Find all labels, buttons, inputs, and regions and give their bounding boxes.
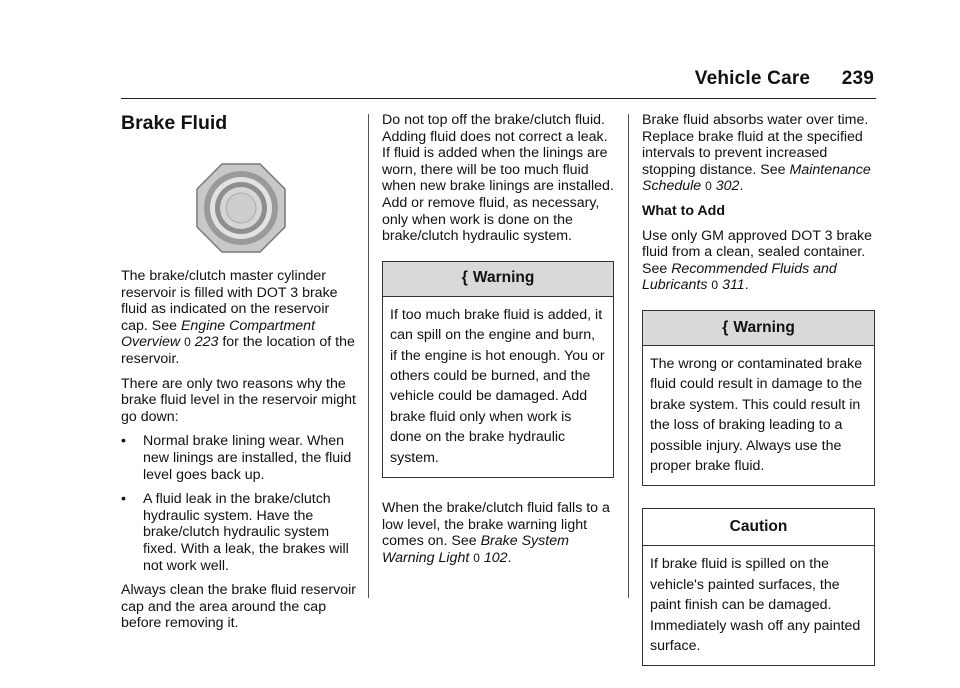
warning-box	[642, 310, 875, 486]
caution-box	[642, 508, 875, 666]
page-ref-icon: 0	[184, 335, 191, 350]
page-ref-icon: 0	[473, 550, 480, 565]
column-divider	[368, 114, 369, 598]
cleaning-paragraph: Always clean the brake fluid reservoir cap and the area around the cap before removing it.	[121, 582, 356, 632]
cross-reference-link[interactable]: Maintenance Schedule	[642, 161, 871, 195]
page-reference[interactable]: 102	[483, 549, 508, 566]
list-item: • Normal brake lining wear. When new linings are installed, the fluid level goes back up.	[121, 433, 352, 483]
header-rule	[121, 98, 876, 99]
column-2	[382, 112, 614, 574]
warning-body: The wrong or contaminated brake fluid could result in damage to the brake system. This could result in the loss of braking leading to a possible injury. Always use the proper brake fluid.	[650, 355, 863, 474]
section-title: Vehicle Care	[694, 68, 811, 89]
page-reference[interactable]: 311	[722, 277, 745, 294]
top-off-paragraph: Do not top off the brake/clutch fluid. Adding fluid does not correct a leak. If fluid is added when the linings are worn, there will be too much fluid when new brake linings are installed. Add or remove fluid, as necessary, only when work is done on the brake/clutch hydraulic system.	[382, 112, 614, 245]
reasons-paragraph: There are only two reasons why the brake fluid level in the reservoir might go down:	[121, 375, 356, 425]
warning-header: { Warning	[643, 311, 874, 346]
cross-reference-link[interactable]: Engine Compartment Overview	[121, 317, 316, 351]
page-ref-icon: 0	[711, 278, 719, 293]
page-reference[interactable]: 302	[715, 178, 740, 195]
bullet-icon: •	[121, 491, 126, 508]
page-ref-icon: 0	[705, 179, 712, 194]
page-header	[695, 68, 874, 90]
bullet-icon: •	[121, 433, 126, 450]
what-to-add-paragraph: Use only GM approved DOT 3 brake fluid from a clean, sealed container. See Recommended Fluids and Lubricants 0 311.	[642, 227, 872, 294]
warning-body: If too much brake fluid is added, it can spill on the engine and burn, if the engine is hot enough. You or others could be burned, and the vehicle could be damaged. Add brake fluid only when work is done on the brake hydraulic system.	[390, 306, 605, 466]
column-1	[121, 112, 357, 640]
list-item: • A fluid leak in the brake/clutch hydraulic system. Have the brake/clutch hydraulic system fixed. With a leak, the brakes will not work well.	[121, 491, 349, 574]
column-divider	[628, 114, 629, 598]
column-3	[642, 112, 875, 688]
page-reference[interactable]: 223	[194, 334, 219, 351]
warning-icon: {	[722, 318, 729, 336]
warning-header: { Warning	[383, 262, 613, 297]
what-to-add-heading: What to Add	[642, 202, 725, 219]
page-number: 239	[841, 68, 874, 89]
brake-fluid-cap-icon	[195, 162, 287, 254]
page-title: Brake Fluid	[121, 112, 228, 134]
warning-light-paragraph: When the brake/clutch fluid falls to a low level, the brake warning light comes on. See Brake System Warning Light 0 102.	[382, 500, 610, 566]
warning-icon: {	[461, 269, 468, 287]
cross-reference-link[interactable]: Recommended Fluids and Lubricants	[642, 260, 837, 294]
cross-reference-link[interactable]: Brake System Warning Light	[382, 533, 569, 566]
replace-paragraph: Brake fluid absorbs water over time. Replace brake fluid at the specified intervals to prevent increased stopping distance. See Maintenance Schedule 0 302.	[642, 112, 871, 195]
caution-body: If brake fluid is spilled on the vehicle's painted surfaces, the paint finish can be damaged. Immediately wash off any painted surface.	[650, 556, 861, 654]
caution-header: Caution	[643, 509, 874, 546]
intro-paragraph: The brake/clutch master cylinder reservoir is filled with DOT 3 brake fluid as indicated on the reservoir cap. See Engine Compartment Overview 0 223 for the location of the reservoir.	[121, 268, 355, 367]
warning-box	[382, 261, 614, 478]
